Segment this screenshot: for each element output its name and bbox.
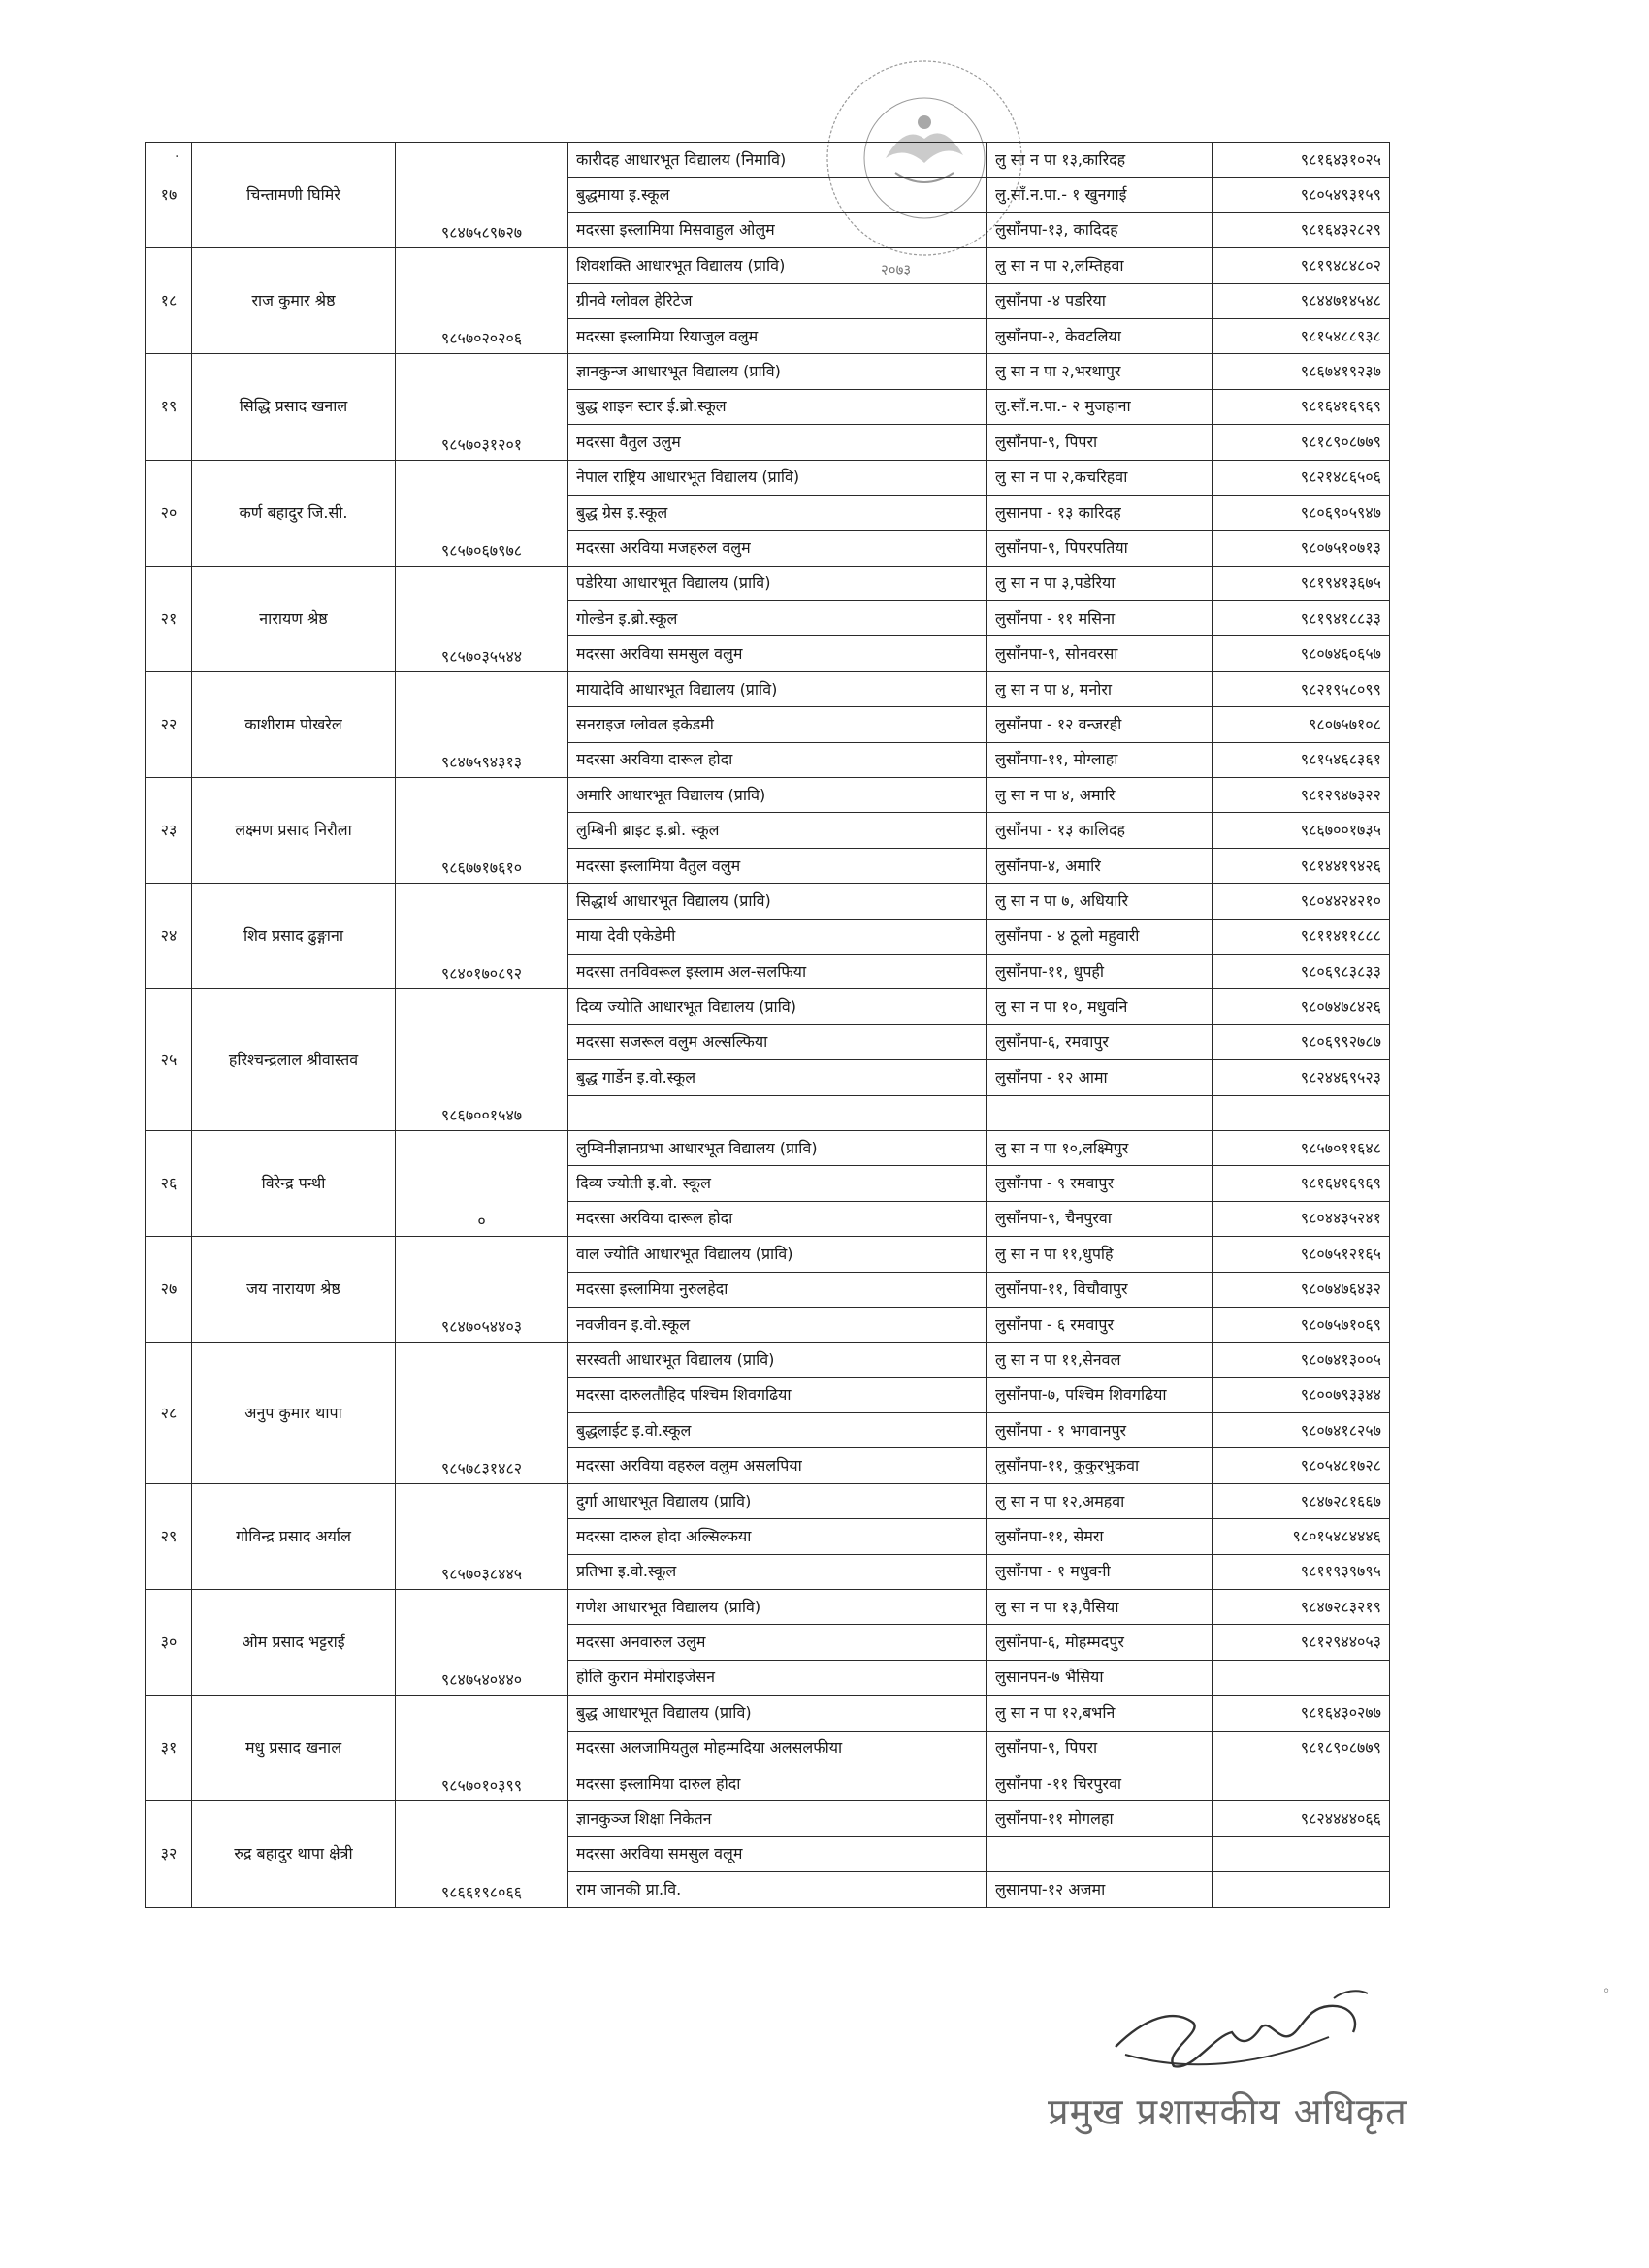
- serial-number-cell: १८: [146, 248, 192, 354]
- person-phone-cell: ९८४७५४०४४०: [396, 1590, 568, 1696]
- person-name-cell: सिद्धि प्रसाद खनाल: [192, 354, 396, 460]
- school-address-cell: लु.साँ.न.पा.- २ मुजहाना: [987, 389, 1212, 424]
- person-phone-cell: ९८४७०५४४०३: [396, 1237, 568, 1343]
- school-address-cell: लुसाँनपा - १३ कालिदह: [987, 813, 1212, 848]
- scan-mark: ◦: [1602, 1984, 1611, 1999]
- serial-number-cell: १९: [146, 354, 192, 460]
- school-phone-cell: ९८६७४१९२३७: [1212, 354, 1390, 389]
- school-address-cell: लुसाँनपा-२, केवटलिया: [987, 318, 1212, 353]
- school-address-cell: [987, 1836, 1212, 1871]
- scan-mark: ·: [175, 149, 179, 165]
- school-phone-cell: ९८०५४९३१५९: [1212, 178, 1390, 212]
- school-phone-cell: ९८०७४१८२५७: [1212, 1413, 1390, 1448]
- school-name-cell: सनराइज ग्लोवल इकेडमी: [568, 707, 987, 742]
- school-name-cell: मायादेवि आधारभूत विद्यालय (प्रावि): [568, 671, 987, 706]
- school-name-cell: माया देवी एकेडेमी: [568, 919, 987, 954]
- serial-number-cell: १७: [146, 143, 192, 248]
- school-name-cell: मदरसा इस्लामिया मिसवाहुल ओलुम: [568, 212, 987, 247]
- person-name-cell: ओम प्रसाद भट्टराई: [192, 1590, 396, 1696]
- school-phone-cell: ९८०४४२४२१०: [1212, 884, 1390, 919]
- signatory-title: प्रमुख प्रशासकीय अधिकृत: [1048, 2090, 1407, 2133]
- table-row: [146, 354, 1390, 389]
- table-row: [146, 1696, 1390, 1731]
- person-phone-cell: ९८५७०२०२०६: [396, 248, 568, 354]
- school-address-cell: लु सा न पा २,लम्तिहवा: [987, 248, 1212, 283]
- school-address-cell: लुसाँनपा - ६ रमवापुर: [987, 1307, 1212, 1342]
- table-row: [146, 143, 1390, 178]
- school-name-cell: ज्ञानकुन्ज आधारभूत विद्यालय (प्रावि): [568, 354, 987, 389]
- school-phone-cell: ९८१६४१६९६९: [1212, 389, 1390, 424]
- school-name-cell: दिव्य ज्योति आधारभूत विद्यालय (प्रावि): [568, 989, 987, 1024]
- school-name-cell: मदरसा अरविया वहरुल वलुम असलपिया: [568, 1448, 987, 1483]
- school-name-cell: मदरसा इस्लामिया नुरुलहेदा: [568, 1272, 987, 1307]
- school-address-cell: लु सा न पा ७, अधियारि: [987, 884, 1212, 919]
- school-name-cell: राम जानकी प्रा.वि.: [568, 1872, 987, 1907]
- school-address-cell: लु सा न पा १२,बभनि: [987, 1696, 1212, 1731]
- serial-number-cell: २३: [146, 778, 192, 884]
- table-row: [146, 1590, 1390, 1625]
- table-row: [146, 566, 1390, 600]
- person-phone-cell: ९८५७०३८४४५: [396, 1483, 568, 1589]
- school-name-cell: मदरसा अरविया समसुल वलूम: [568, 1836, 987, 1871]
- person-name-cell: शिव प्रसाद ढुङ्गाना: [192, 884, 396, 989]
- person-phone-cell: ९८६७७१७६१०: [396, 778, 568, 884]
- school-address-cell: लुसाँनपा-११, मोग्लाहा: [987, 742, 1212, 777]
- person-name-cell: अनुप कुमार थापा: [192, 1343, 396, 1484]
- school-address-cell: लु सा न पा ४, मनोरा: [987, 671, 1212, 706]
- school-name-cell: कारीदह आधारभूत विद्यालय (निमावि): [568, 143, 987, 178]
- school-name-cell: मदरसा इस्लामिया वैतुल वलुम: [568, 848, 987, 883]
- school-address-cell: लुसाँनपा-९, पिपरपतिया: [987, 531, 1212, 566]
- school-phone-cell: ९८५७०११६४८: [1212, 1130, 1390, 1165]
- table-row: [146, 1130, 1390, 1165]
- table-row: [146, 989, 1390, 1024]
- school-name-cell: गोल्डेन इ.ब्रो.स्कूल: [568, 601, 987, 636]
- school-address-cell: लुसाँनपा - १ भगवानपुर: [987, 1413, 1212, 1448]
- handwritten-signature: [1106, 1979, 1397, 2086]
- school-address-cell: लु सा न पा ३,पडेरिया: [987, 566, 1212, 600]
- person-phone-cell: ९८४७५८९७२७: [396, 143, 568, 248]
- person-phone-cell: ९८५७०३१२०१: [396, 354, 568, 460]
- person-phone-cell: ९८४०१७०८९२: [396, 884, 568, 989]
- school-name-cell: मदरसा दारुलतौहिद पश्चिम शिवगढिया: [568, 1377, 987, 1412]
- school-phone-cell: ९८११४११८८८: [1212, 919, 1390, 954]
- school-name-cell: अमारि आधारभूत विद्यालय (प्रावि): [568, 778, 987, 813]
- school-phone-cell: ९८१९४८४८०२: [1212, 248, 1390, 283]
- school-name-cell: गणेश आधारभूत विद्यालय (प्रावि): [568, 1590, 987, 1625]
- person-phone-cell: ९८५७८३१४८२: [396, 1343, 568, 1484]
- school-name-cell: मदरसा दारुल होदा अल्सिल्फया: [568, 1519, 987, 1554]
- serial-number-cell: २१: [146, 566, 192, 671]
- school-phone-cell: ९८००७९३३४४: [1212, 1377, 1390, 1412]
- school-address-cell: लुसाँनपा - १ मधुवनी: [987, 1554, 1212, 1589]
- person-name-cell: हरिश्चन्द्रलाल श्रीवास्तव: [192, 989, 396, 1131]
- school-name-cell: मदरसा अरविया मजहरुल वलुम: [568, 531, 987, 566]
- school-name-cell: मदरसा इस्लामिया दारुल होदा: [568, 1766, 987, 1800]
- school-address-cell: लुसाँनपा - १२ वन्जरही: [987, 707, 1212, 742]
- school-address-cell: लु सा न पा १३,पैसिया: [987, 1590, 1212, 1625]
- school-phone-cell: ९८०७४७६४३२: [1212, 1272, 1390, 1307]
- school-address-cell: लु सा न पा ११,धुपहि: [987, 1237, 1212, 1272]
- school-address-cell: लुसाँनपा-९, पिपरा: [987, 1731, 1212, 1766]
- school-phone-cell: ९८०७५१२१६५: [1212, 1237, 1390, 1272]
- school-name-cell: होलि कुरान मेमोराइजेसन: [568, 1660, 987, 1695]
- school-address-cell: लुसानपा - १३ कारिदह: [987, 495, 1212, 530]
- school-address-cell: लुसाँनपा-४, अमारि: [987, 848, 1212, 883]
- school-address-cell: लुसाँनपा - ९ रमवापुर: [987, 1166, 1212, 1201]
- school-address-cell: लुसाँनपा-६, मोहम्मदपुर: [987, 1625, 1212, 1660]
- serial-number-cell: ३१: [146, 1696, 192, 1801]
- school-phone-cell: [1212, 1872, 1390, 1907]
- table-row: [146, 460, 1390, 495]
- table-row: [146, 778, 1390, 813]
- school-name-cell: मदरसा अरविया दारूल होदा: [568, 742, 987, 777]
- school-name-cell: बुद्ध शाइन स्टार ई.ब्रो.स्कूल: [568, 389, 987, 424]
- school-phone-cell: ९८१९४१८८३३: [1212, 601, 1390, 636]
- school-name-cell: वाल ज्योति आधारभूत विद्यालय (प्रावि): [568, 1237, 987, 1272]
- school-phone-cell: ९८२४४६९५२३: [1212, 1060, 1390, 1095]
- table-row: [146, 1237, 1390, 1272]
- table-row: [146, 1483, 1390, 1518]
- serial-number-cell: २०: [146, 460, 192, 566]
- person-phone-cell: ९८५७०१०३९९: [396, 1696, 568, 1801]
- school-address-cell: लु सा न पा २,कचरिहवा: [987, 460, 1212, 495]
- serial-number-cell: २२: [146, 671, 192, 777]
- school-phone-cell: ९८०६९९२७८७: [1212, 1024, 1390, 1059]
- serial-number-cell: ३२: [146, 1801, 192, 1907]
- school-address-cell: लु सा न पा १३,कारिदह: [987, 143, 1212, 178]
- school-phone-cell: ९८१६४३०२७७: [1212, 1696, 1390, 1731]
- school-name-cell: बुद्ध आधारभूत विद्यालय (प्रावि): [568, 1696, 987, 1731]
- school-phone-cell: ९८१२९४४०५३: [1212, 1625, 1390, 1660]
- school-name-cell: मदरसा अलजामियतुल मोहम्मदिया अलसलफीया: [568, 1731, 987, 1766]
- school-name-cell: मदरसा अरविया दारूल होदा: [568, 1201, 987, 1236]
- serial-number-cell: २६: [146, 1130, 192, 1236]
- school-name-cell: लुम्विनीज्ञानप्रभा आधारभूत विद्यालय (प्रावि): [568, 1130, 987, 1165]
- school-name-cell: पडेरिया आधारभूत विद्यालय (प्रावि): [568, 566, 987, 600]
- school-phone-cell: ९८०६९८३८३३: [1212, 954, 1390, 988]
- school-assignment-table: [146, 142, 1390, 1908]
- school-name-cell: ज्ञानकुञ्ज शिक्षा निकेतन: [568, 1801, 987, 1836]
- person-phone-cell: ९८६६१९८०६६: [396, 1801, 568, 1907]
- school-address-cell: लुसाँनपा -११ चिरपुरवा: [987, 1766, 1212, 1800]
- school-phone-cell: [1212, 1095, 1390, 1130]
- serial-number-cell: २९: [146, 1483, 192, 1589]
- school-phone-cell: ९८११९३९७९५: [1212, 1554, 1390, 1589]
- school-phone-cell: ९८१२९४७३२२: [1212, 778, 1390, 813]
- person-phone-cell: ९८४७५९४३१३: [396, 671, 568, 777]
- school-phone-cell: ९८४७२८३२१९: [1212, 1590, 1390, 1625]
- school-address-cell: लुसाँनपा -४ पडरिया: [987, 283, 1212, 318]
- school-address-cell: लुसाँनपा-९, सोनवरसा: [987, 636, 1212, 671]
- school-name-cell: बुद्धलाईट इ.वो.स्कूल: [568, 1413, 987, 1448]
- school-address-cell: लु सा न पा १०, मधुवनि: [987, 989, 1212, 1024]
- person-phone-cell: ९८५७०६७९७८: [396, 460, 568, 566]
- school-address-cell: लुसाँनपा-१३, कादिदह: [987, 212, 1212, 247]
- school-phone-cell: ९८०५४८१७२८: [1212, 1448, 1390, 1483]
- school-phone-cell: [1212, 1660, 1390, 1695]
- school-name-cell: ग्रीनवे ग्लोवल हेरिटेज: [568, 283, 987, 318]
- person-phone-cell: ९८५७०३५५४४: [396, 566, 568, 671]
- school-name-cell: सरस्वती आधारभूत विद्यालय (प्रावि): [568, 1343, 987, 1377]
- person-name-cell: मधु प्रसाद खनाल: [192, 1696, 396, 1801]
- school-address-cell: लुसानपा-१२ अजमा: [987, 1872, 1212, 1907]
- person-phone-cell: ९८६७००१५४७: [396, 989, 568, 1131]
- school-name-cell: बुद्ध ग्रेस इ.स्कूल: [568, 495, 987, 530]
- school-phone-cell: ९८४७२८१६६७: [1212, 1483, 1390, 1518]
- school-name-cell: मदरसा सजरूल वलुम अल्सल्फिया: [568, 1024, 987, 1059]
- person-name-cell: नारायण श्रेष्ठ: [192, 566, 396, 671]
- serial-number-cell: २५: [146, 989, 192, 1131]
- school-address-cell: लुसानपन-७ भैसिया: [987, 1660, 1212, 1695]
- school-phone-cell: ९८१४४१९४२६: [1212, 848, 1390, 883]
- school-phone-cell: ९८०१५४८४४४६: [1212, 1519, 1390, 1554]
- school-phone-cell: [1212, 1836, 1390, 1871]
- school-name-cell: शिवशक्ति आधारभूत विद्यालय (प्रावि): [568, 248, 987, 283]
- school-address-cell: लुसाँनपा-११ मोगलहा: [987, 1801, 1212, 1836]
- school-phone-cell: ९८०७४६०६५७: [1212, 636, 1390, 671]
- school-phone-cell: ९८१६४३२८२९: [1212, 212, 1390, 247]
- school-name-cell: सिद्धार्थ आधारभूत विद्यालय (प्रावि): [568, 884, 987, 919]
- school-phone-cell: ९८२१४८६५०६: [1212, 460, 1390, 495]
- school-phone-cell: [1212, 1766, 1390, 1800]
- school-phone-cell: ९८०७५१०७१३: [1212, 531, 1390, 566]
- serial-number-cell: २४: [146, 884, 192, 989]
- school-name-cell: प्रतिभा इ.वो.स्कूल: [568, 1554, 987, 1589]
- school-phone-cell: ९८१८९०८७७९: [1212, 1731, 1390, 1766]
- table-row: [146, 884, 1390, 919]
- table-row: [146, 671, 1390, 706]
- school-name-cell: मदरसा तनविवरूल इस्लाम अल-सलफिया: [568, 954, 987, 988]
- school-address-cell: लुसाँनपा-६, रमवापुर: [987, 1024, 1212, 1059]
- school-phone-cell: ९८०७५७१०८: [1212, 707, 1390, 742]
- school-address-cell: लुसाँनपा-११, कुकुरभुकवा: [987, 1448, 1212, 1483]
- school-name-cell: बुद्ध गार्डेन इ.वो.स्कूल: [568, 1060, 987, 1095]
- school-address-cell: लु सा न पा ४, अमारि: [987, 778, 1212, 813]
- school-address-cell: लुसाँनपा-११, सेमरा: [987, 1519, 1212, 1554]
- person-name-cell: कर्ण बहादुर जि.सी.: [192, 460, 396, 566]
- person-name-cell: रुद्र बहादुर थापा क्षेत्री: [192, 1801, 396, 1907]
- school-address-cell: लुसाँनपा - ४ ठूलो महुवारी: [987, 919, 1212, 954]
- person-name-cell: लक्ष्मण प्रसाद निरौला: [192, 778, 396, 884]
- school-address-cell: लुसाँनपा-९, पिपरा: [987, 425, 1212, 460]
- serial-number-cell: ३०: [146, 1590, 192, 1696]
- school-address-cell: लु.साँ.न.पा.- १ खुनगाई: [987, 178, 1212, 212]
- serial-number-cell: २७: [146, 1237, 192, 1343]
- school-name-cell: लुम्बिनी ब्राइट इ.ब्रो. स्कूल: [568, 813, 987, 848]
- table-row: [146, 248, 1390, 283]
- school-phone-cell: ९८१६४१६९६९: [1212, 1166, 1390, 1201]
- person-name-cell: राज कुमार श्रेष्ठ: [192, 248, 396, 354]
- school-name-cell: मदरसा वैतुल उलुम: [568, 425, 987, 460]
- person-name-cell: विरेन्द्र पन्थी: [192, 1130, 396, 1236]
- school-phone-cell: ९८०७४१३००५: [1212, 1343, 1390, 1377]
- school-name-cell: [568, 1095, 987, 1130]
- school-address-cell: लु सा न पा ११,सेनवल: [987, 1343, 1212, 1377]
- school-address-cell: लु सा न पा १०,लक्ष्मिपुर: [987, 1130, 1212, 1165]
- school-name-cell: बुद्धमाया इ.स्कूल: [568, 178, 987, 212]
- school-name-cell: मदरसा अरविया समसुल वलुम: [568, 636, 987, 671]
- table-row: [146, 1801, 1390, 1836]
- school-name-cell: नवजीवन इ.वो.स्कूल: [568, 1307, 987, 1342]
- school-address-cell: लु सा न पा २,भरथापुर: [987, 354, 1212, 389]
- school-phone-cell: ९८२१९५८०९९: [1212, 671, 1390, 706]
- school-phone-cell: ९८०७५७१०६९: [1212, 1307, 1390, 1342]
- school-phone-cell: ९८१६४३१०२५: [1212, 143, 1390, 178]
- school-name-cell: दिव्य ज्योती इ.वो. स्कूल: [568, 1166, 987, 1201]
- school-phone-cell: ९८१८९०८७७९: [1212, 425, 1390, 460]
- school-phone-cell: ९८१९४१३६७५: [1212, 566, 1390, 600]
- school-phone-cell: ९८०६९०५९४७: [1212, 495, 1390, 530]
- person-name-cell: काशीराम पोखरेल: [192, 671, 396, 777]
- seal-year: २०७३: [881, 261, 912, 278]
- person-name-cell: गोविन्द्र प्रसाद अर्याल: [192, 1483, 396, 1589]
- school-phone-cell: ९८२४४४४०६६: [1212, 1801, 1390, 1836]
- school-address-cell: लुसाँनपा-७, पश्चिम शिवगढिया: [987, 1377, 1212, 1412]
- school-phone-cell: ९८६७००१७३५: [1212, 813, 1390, 848]
- school-name-cell: मदरसा अनवारुल उलुम: [568, 1625, 987, 1660]
- serial-number-cell: २८: [146, 1343, 192, 1484]
- school-phone-cell: ९८४४७१४५४८: [1212, 283, 1390, 318]
- school-phone-cell: ९८०४४३५२४१: [1212, 1201, 1390, 1236]
- school-address-cell: [987, 1095, 1212, 1130]
- school-address-cell: लुसाँनपा-९, चैनपुरवा: [987, 1201, 1212, 1236]
- school-name-cell: मदरसा इस्लामिया रियाजुल वलुम: [568, 318, 987, 353]
- school-address-cell: लुसाँनपा-११, विचौवापुर: [987, 1272, 1212, 1307]
- school-address-cell: लुसाँनपा - १२ आमा: [987, 1060, 1212, 1095]
- person-name-cell: जय नारायण श्रेष्ठ: [192, 1237, 396, 1343]
- school-name-cell: दुर्गा आधारभूत विद्यालय (प्रावि): [568, 1483, 987, 1518]
- school-address-cell: लुसाँनपा-११, धुपही: [987, 954, 1212, 988]
- table-row: [146, 1343, 1390, 1377]
- person-phone-cell: ०: [396, 1130, 568, 1236]
- school-phone-cell: ९८१५४८८९३८: [1212, 318, 1390, 353]
- person-name-cell: चिन्तामणी घिमिरे: [192, 143, 396, 248]
- school-address-cell: लुसाँनपा - ११ मसिना: [987, 601, 1212, 636]
- school-address-cell: लु सा न पा १२,अमहवा: [987, 1483, 1212, 1518]
- school-phone-cell: ९८०७४७८४२६: [1212, 989, 1390, 1024]
- school-phone-cell: ९८१५४६८३६१: [1212, 742, 1390, 777]
- school-name-cell: नेपाल राष्ट्रिय आधारभूत विद्यालय (प्रावि): [568, 460, 987, 495]
